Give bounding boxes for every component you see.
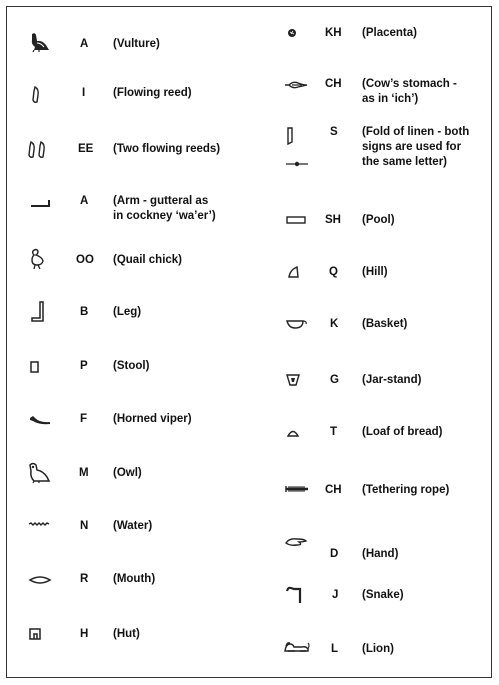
basket-icon bbox=[286, 319, 308, 329]
cows-stomach-icon bbox=[284, 81, 308, 89]
flowing-reed-icon bbox=[32, 86, 40, 104]
meaning: (Hut) bbox=[113, 628, 140, 640]
letter: K bbox=[330, 318, 339, 330]
vulture-icon bbox=[28, 32, 50, 52]
letter: A bbox=[80, 195, 89, 207]
letter: H bbox=[80, 628, 89, 640]
letter: EE bbox=[78, 143, 94, 155]
letter: D bbox=[330, 548, 339, 560]
letter: B bbox=[80, 306, 89, 318]
meaning: (Owl) bbox=[113, 467, 142, 479]
tethering-rope-icon bbox=[285, 484, 309, 494]
letter: SH bbox=[325, 214, 341, 226]
meaning: (Leg) bbox=[113, 306, 142, 318]
letter: CH bbox=[325, 78, 342, 90]
meaning: (Flowing reed) bbox=[113, 87, 192, 99]
hut-icon bbox=[29, 628, 41, 640]
letter: T bbox=[330, 426, 338, 438]
two-reeds-icon bbox=[28, 141, 48, 159]
meaning: (Vulture) bbox=[113, 38, 160, 50]
pool-icon bbox=[286, 216, 306, 224]
meaning: (Loaf of bread) bbox=[362, 426, 443, 438]
folded-linen-icon bbox=[285, 127, 309, 171]
letter: CH bbox=[325, 484, 342, 496]
meaning: (Lion) bbox=[362, 643, 394, 655]
letter: S bbox=[330, 126, 338, 138]
water-icon bbox=[28, 521, 50, 527]
letter: L bbox=[331, 643, 339, 655]
lion-icon bbox=[284, 641, 310, 653]
letter: I bbox=[82, 87, 86, 99]
loaf-of-bread-icon bbox=[287, 429, 299, 437]
leg-icon bbox=[30, 301, 46, 323]
letter: M bbox=[79, 467, 89, 479]
owl-icon bbox=[27, 462, 51, 484]
meaning: (Two flowing reeds) bbox=[113, 143, 221, 155]
meaning: (Fold of linen - both signs are used for the same letter) bbox=[362, 126, 470, 168]
hill-icon bbox=[288, 266, 300, 278]
meaning: (Tethering rope) bbox=[362, 484, 450, 496]
jar-stand-icon bbox=[286, 374, 300, 386]
snake-icon bbox=[285, 585, 305, 605]
letter: Q bbox=[329, 266, 338, 278]
meaning: (Cow’s stomach - as in ‘ich’) bbox=[362, 78, 457, 105]
meaning: (Pool) bbox=[362, 214, 395, 226]
meaning: (Quail chick) bbox=[113, 254, 183, 266]
meaning: (Arm - gutteral as in cockney ‘wa’er’) bbox=[113, 195, 216, 222]
placenta-icon bbox=[287, 28, 297, 38]
meaning: (Hand) bbox=[362, 548, 399, 560]
meaning: (Mouth) bbox=[113, 573, 156, 585]
meaning: (Water) bbox=[113, 520, 153, 532]
meaning: (Basket) bbox=[362, 318, 408, 330]
stool-icon bbox=[30, 361, 40, 373]
meaning: (Horned viper) bbox=[113, 413, 192, 425]
letter: KH bbox=[325, 27, 342, 39]
letter: G bbox=[330, 374, 339, 386]
quail-chick-icon bbox=[28, 248, 46, 270]
meaning: (Placenta) bbox=[362, 27, 417, 39]
arm-icon bbox=[30, 199, 52, 209]
mouth-icon bbox=[29, 575, 51, 585]
letter: A bbox=[80, 38, 89, 50]
meaning: (Stool) bbox=[113, 360, 150, 372]
letter: N bbox=[80, 520, 89, 532]
hand-icon bbox=[285, 537, 307, 547]
letter: OO bbox=[76, 254, 94, 266]
letter: R bbox=[80, 573, 89, 585]
letter: P bbox=[80, 360, 88, 372]
meaning: (Hill) bbox=[362, 266, 388, 278]
letter: J bbox=[332, 589, 339, 601]
letter: F bbox=[80, 413, 88, 425]
meaning: (Snake) bbox=[362, 589, 404, 601]
horned-viper-icon bbox=[28, 414, 52, 426]
meaning: (Jar-stand) bbox=[362, 374, 422, 386]
